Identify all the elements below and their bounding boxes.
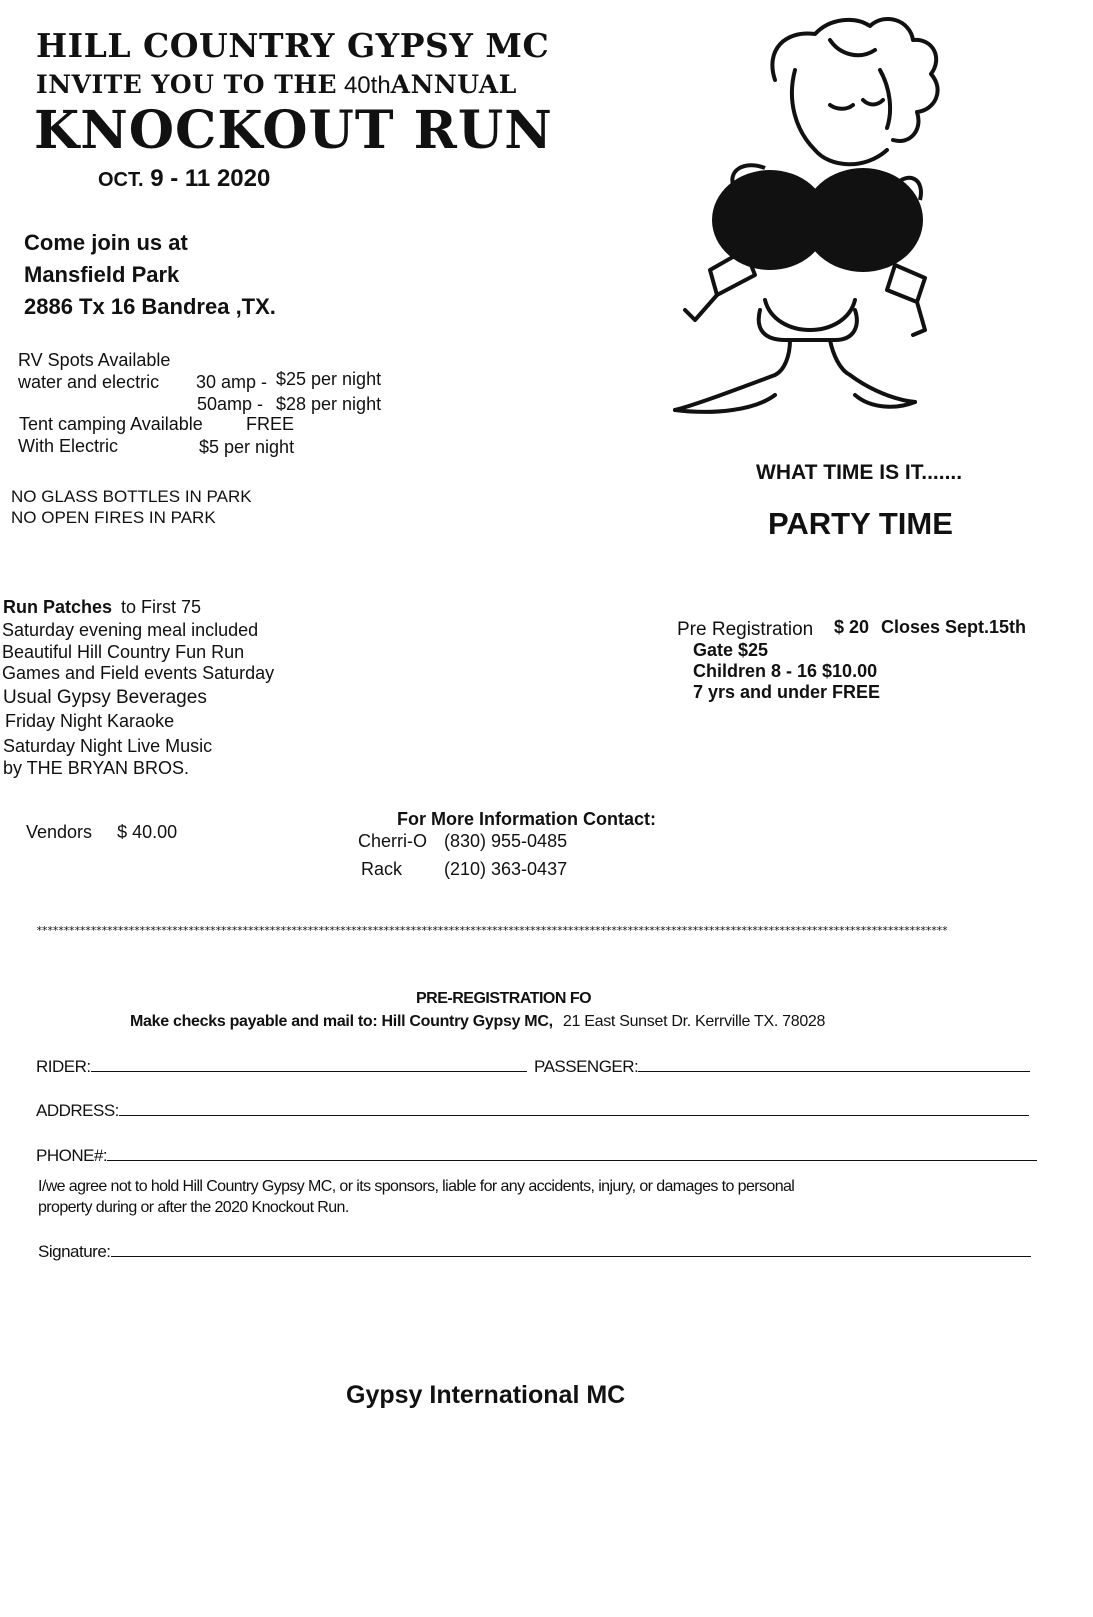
rider-input-line[interactable] bbox=[91, 1070, 527, 1072]
amp30-price: $25 per night bbox=[276, 369, 382, 389]
contact-phone-1: (830) 955-0485 bbox=[444, 831, 568, 851]
location-address: 2886 Tx 16 Bandrea ,TX. bbox=[24, 294, 276, 319]
location-park-name: Mansfield Park bbox=[24, 262, 180, 287]
address-input-line[interactable] bbox=[119, 1114, 1029, 1116]
signature-field[interactable] bbox=[38, 1242, 1031, 1262]
anniversary-number: 40th bbox=[343, 72, 391, 99]
prereg-price: $ 20 bbox=[834, 617, 870, 637]
rule-no-fires: NO OPEN FIRES IN PARK bbox=[11, 508, 216, 527]
feature-games: Games and Field events Saturday bbox=[2, 663, 275, 683]
rider-label: RIDER: bbox=[36, 1057, 91, 1076]
mail-to-text: Make checks payable and mail to: Hill Country Gypsy MC, bbox=[130, 1013, 553, 1030]
mail-address: 21 East Sunset Dr. Kerrville TX. 78028 bbox=[562, 1013, 826, 1030]
rider-field[interactable] bbox=[36, 1057, 527, 1077]
electric-price: $5 per night bbox=[199, 437, 295, 457]
vendors-label: Vendors bbox=[26, 822, 93, 842]
feature-fun-run: Beautiful Hill Country Fun Run bbox=[2, 642, 245, 662]
tent-price: FREE bbox=[246, 414, 295, 434]
star-divider: ************************************************************************************************************************************************************************ bbox=[36, 924, 947, 937]
passenger-field[interactable] bbox=[534, 1057, 1030, 1077]
tent-camping: Tent camping Available bbox=[19, 414, 203, 434]
contact-heading: For More Information Contact: bbox=[397, 809, 656, 829]
form-heading: PRE-REGISTRATION FO bbox=[416, 990, 592, 1007]
contact-name-2: Rack bbox=[361, 859, 403, 879]
annual-text: ANNUAL bbox=[390, 70, 517, 99]
event-date bbox=[98, 165, 270, 193]
prereg-label: Pre Registration bbox=[677, 619, 814, 640]
invite-text: INVITE YOU TO THE bbox=[36, 70, 337, 99]
run-patches-rest: to First 75 bbox=[121, 597, 202, 617]
address-label: ADDRESS: bbox=[36, 1101, 119, 1120]
rule-no-glass: NO GLASS BOTTLES IN PARK bbox=[11, 487, 252, 506]
address-field[interactable] bbox=[36, 1101, 1029, 1121]
date-month: OCT. bbox=[98, 169, 144, 191]
feature-beverages: Usual Gypsy Beverages bbox=[3, 687, 207, 708]
run-patches-label: Run Patches bbox=[3, 597, 113, 617]
what-time-text: WHAT TIME IS IT....... bbox=[756, 461, 963, 484]
date-days: 9 - 11 2020 bbox=[150, 165, 271, 192]
amp30-label: 30 amp - bbox=[196, 372, 268, 392]
boxer-illustration bbox=[655, 10, 965, 420]
vendors-price: $ 40.00 bbox=[117, 822, 178, 842]
contact-phone-2: (210) 363-0437 bbox=[444, 859, 568, 879]
passenger-input-line[interactable] bbox=[638, 1070, 1030, 1072]
feature-karaoke: Friday Night Karaoke bbox=[5, 711, 175, 731]
location-line-1: Come join us at bbox=[24, 230, 188, 255]
rv-spots: RV Spots Available bbox=[18, 350, 171, 370]
feature-band: by THE BRYAN BROS. bbox=[3, 758, 190, 778]
vendors bbox=[26, 822, 177, 843]
amp50-price: $28 per night bbox=[276, 394, 382, 414]
waiver-text-2: property during or after the 2020 Knockout Run. bbox=[38, 1199, 349, 1216]
header-club-name: HILL COUNTRY GYPSY MC bbox=[36, 26, 550, 65]
event-title: KNOCKOUT RUN bbox=[34, 100, 553, 161]
water-electric: water and electric bbox=[18, 372, 160, 392]
electric-label: With Electric bbox=[18, 436, 119, 456]
signature-label: Signature: bbox=[38, 1242, 111, 1261]
phone-field[interactable] bbox=[36, 1146, 1037, 1166]
children-price: Children 8 - 16 $10.00 bbox=[693, 661, 878, 681]
feature-live-music: Saturday Night Live Music bbox=[3, 736, 213, 756]
phone-label: PHONE#: bbox=[36, 1146, 108, 1165]
phone-input-line[interactable] bbox=[107, 1159, 1037, 1161]
passenger-label: PASSENGER: bbox=[534, 1057, 639, 1076]
waiver-text: I/we agree not to hold Hill Country Gypsy MC, or its sponsors, liable for any accidents, injury, or damages to personal bbox=[38, 1178, 795, 1195]
header-invite-line bbox=[36, 70, 517, 100]
contact-name-1: Cherri-O bbox=[358, 831, 428, 851]
party-time-text: PARTY TIME bbox=[768, 506, 953, 541]
feature-meal: Saturday evening meal included bbox=[2, 620, 259, 640]
prereg-close: Closes Sept.15th bbox=[881, 617, 1027, 637]
run-patches bbox=[3, 597, 201, 618]
signature-input-line[interactable] bbox=[111, 1255, 1031, 1257]
footer-org: Gypsy International MC bbox=[346, 1381, 626, 1409]
gate-price: Gate $25 bbox=[693, 640, 769, 660]
amp50-label: 50amp - bbox=[197, 394, 264, 414]
under7-price: 7 yrs and under FREE bbox=[693, 682, 881, 702]
form-instructions bbox=[130, 1013, 825, 1031]
